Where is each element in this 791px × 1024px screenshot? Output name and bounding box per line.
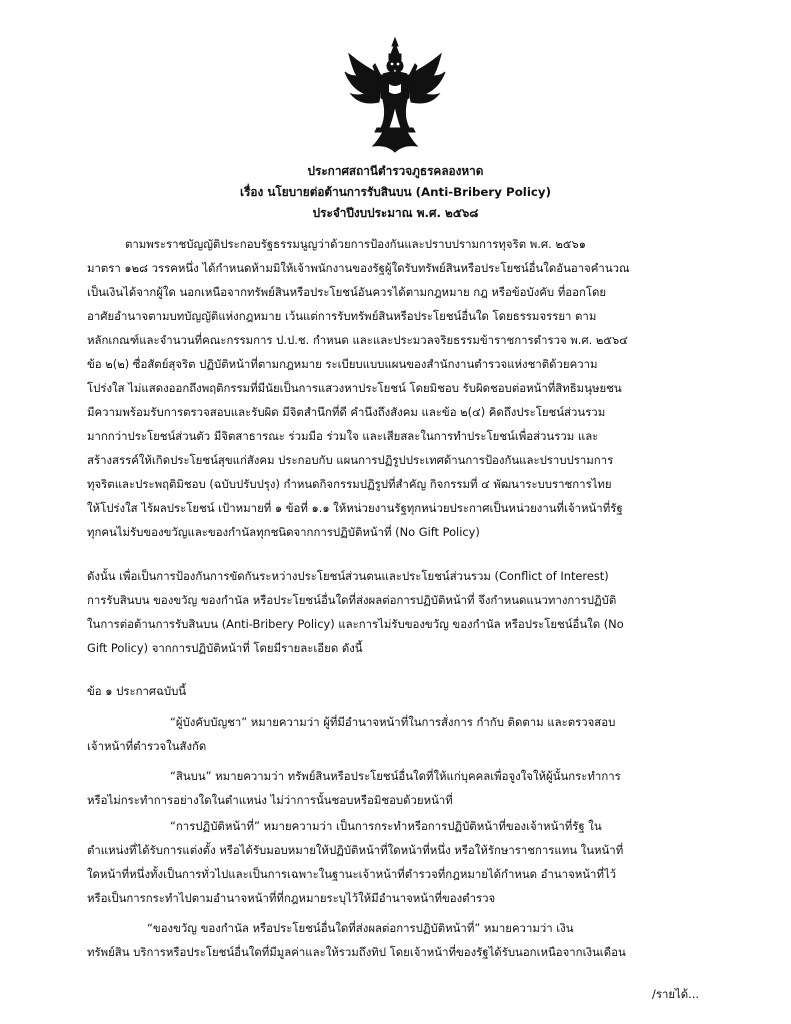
definition-line: “ของขวัญ ของกำนัล หรือประโยชน์อื่นใดที่ส่งผลต่อการปฏิบัติหน้าที่” หมายความว่า เงิน [147,921,574,935]
definition-line: ใดหน้าที่หนึ่งทั้งเป็นการทั่วไปและเป็นการเฉพาะในฐานะเจ้าหน้าที่ตำรวจที่กฎหมายได้กำหนด อำนาจหน้าที่ไว้ [87,867,617,881]
title-line-3: ประจำปีงบประมาณ พ.ศ. ๒๕๖๘ [312,206,479,220]
paragraph-line: ดังนั้น เพื่อเป็นการป้องกันการขัดกันระหว่างประโยชน์ส่วนตนและประโยชน์ส่วนรวม (Conflict of Interest) [87,569,609,583]
paragraph-line: ตามพระราชบัญญัติประกอบรัฐธรรมนูญว่าด้วยการป้องกันและปราบปรามการทุจริต พ.ศ. ๒๕๖๑ [125,237,586,251]
clause-heading: ข้อ ๑ ประกาศฉบับนี้ [87,684,187,698]
definition-line: “การปฏิบัติหน้าที่” หมายความว่า เป็นการกระทำหรือการปฏิบัติหน้าที่ของเจ้าหน้าที่รัฐ ใน [170,819,602,833]
document-title [0,161,791,224]
definition-line: เจ้าหน้าที่ตำรวจในสังกัด [87,739,207,753]
garuda-emblem-icon [343,36,447,154]
paragraph-line: ทุจริตและประพฤติมิชอบ (ฉบับปรับปรุง) กำหนดกิจกรรมปฏิรูปที่สำคัญ กิจกรรมที่ ๔ พัฒนาระบบราชการไทย [87,477,612,491]
definition-line: ทรัพย์สิน บริการหรือประโยชน์อื่นใดที่มีมูลค่าและให้รวมถึงทิป โดยเจ้าหน้าที่ของรัฐได้รับนอกเหนือจากเงินเดือน [87,945,626,959]
paragraph-line: มากกว่าประโยชน์ส่วนตัว มีจิตสาธารณะ ร่วมมือ ร่วมใจ และเสียสละในการทำประโยชน์เพื่อส่วนรวม และ [87,429,599,443]
definition-line: “ผู้บังคับบัญชา” หมายความว่า ผู้ที่มีอำนาจหน้าที่ในการสั่งการ กำกับ ติดตาม และตรวจสอบ [170,715,616,729]
paragraph-line: ในการต่อต้านการรับสินบน (Anti-Bribery Policy) และการไม่รับของขวัญ ของกำนัล หรือประโยชน์อื่นใด (No [87,617,624,631]
definition-line: “สินบน” หมายความว่า ทรัพย์สินหรือประโยชน์อื่นใดที่ให้แก่บุคคลเพื่อจูงใจให้ผู้นั้นกระทำการ [170,769,621,783]
definition-line: หรือเป็นการกระทำไปตามอำนาจหน้าที่ที่กฎหมายระบุไว้ให้มีอำนาจหน้าที่ของตำรวจ [87,891,496,905]
paragraph-line: Gift Policy) จากการปฏิบัติหน้าที่ โดยมีรายละเอียด ดังนี้ [87,641,363,655]
paragraph-line: การรับสินบน ของขวัญ ของกำนัล หรือประโยชน์อื่นใดที่ส่งผลต่อการปฏิบัติหน้าที่ จึงกำหนดแนวทางการปฏิบัติ [87,593,617,607]
title-line-2: เรื่อง นโยบายต่อต้านการรับสินบน (Anti-Bribery Policy) [240,185,551,199]
paragraph-line: อาศัยอำนาจตามบทบัญญัติแห่งกฎหมาย เว้นแต่การรับทรัพย์สินหรือประโยชน์อื่นใด โดยธรรมจรรยา ตาม [87,309,597,323]
paragraph-line: มีความพร้อมรับการตรวจสอบและรับผิด มีจิตสำนึกที่ดี คำนึงถึงสังคม และข้อ ๒(๔) คิดถึงประโยชน์ส่วนรวม [87,405,606,419]
definition-line: ตำแหน่งที่ได้รับการแต่งตั้ง หรือได้รับมอบหมายให้ปฏิบัติหน้าที่ใดหน้าที่หนึ่ง หรือให้รักษาราชการแทน ในหน้าที่ [87,843,624,857]
definition-line: หรือไม่กระทำการอย่างใดในตำแหน่ง ไม่ว่าการนั้นชอบหรือมิชอบด้วยหน้าที่ [87,793,453,807]
paragraph-line: เป็นเงินได้จากผู้ใด นอกเหนือจากทรัพย์สินหรือประโยชน์อันควรได้ตามกฎหมาย กฎ หรือข้อบังคับ ที่ออกโดย [87,285,607,299]
paragraph-line: หลักเกณฑ์และจำนวนที่คณะกรรมการ ป.ป.ช. กำหนด และและประมวลจริยธรรมข้าราชการตำรวจ พ.ศ. ๒๕๖๔ [87,333,628,347]
title-line-1: ประกาศสถานีตำรวจภูธรคลองหาด [307,164,484,178]
paragraph-line: โปร่งใส ไม่แสดงออกถึงพฤติกรรมที่มีนัยเป็นการแสวงหาประโยชน์ โดยมิชอบ รับผิดชอบต่อหน้าที่สิทธิมนุษยชน [87,381,622,395]
paragraph-line: ทุกคนไม่รับของขวัญและของกำนัลทุกชนิดจากการปฏิบัติหน้าที่ (No Gift Policy) [87,525,480,539]
paragraph-line: สร้างสรรค์ให้เกิดประโยชน์สุขแก่สังคม ประกอบกับ แผนการปฏิรูปประเทศด้านการป้องกันและปราบปรามการ [87,453,614,467]
page-continuation: /รายได้... [651,987,699,1001]
paragraph-line: ข้อ ๒(๒) ซื่อสัตย์สุจริต ปฏิบัติหน้าที่ตามกฎหมาย ระเบียบแบบแผนของสำนักงานตำรวจแห่งชาติด้วยความ [87,357,598,371]
paragraph-line: ให้โปร่งใส ไร้ผลประโยชน์ เป้าหมายที่ ๑ ข้อที่ ๑.๑ ให้หน่วยงานรัฐทุกหน่วยประกาศเป็นหน่วยงานที่เจ้าหน้าที่รัฐ [87,501,623,515]
paragraph-line: มาตรา ๑๒๘ วรรคหนึ่ง ได้กำหนดห้ามมิให้เจ้าพนักงานของรัฐผู้ใดรับทรัพย์สินหรือประโยชน์อื่นใดอันอาจคำนวณ [87,261,630,275]
